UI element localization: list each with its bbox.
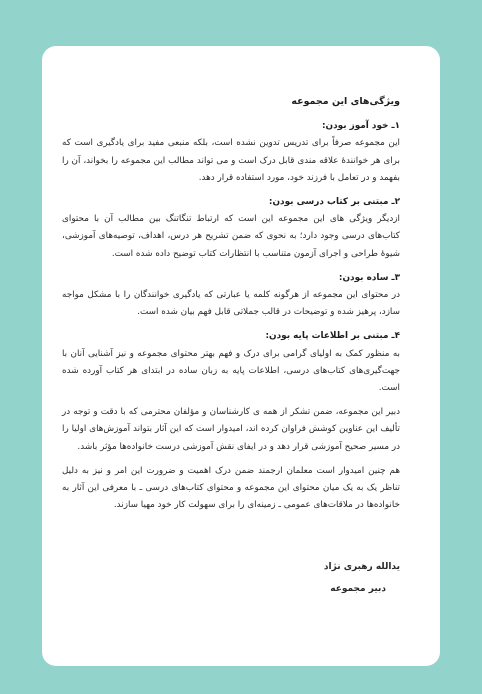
section-paragraph: این مجموعه صرفاً برای تدریس تدوین نشده است، بلکه منبعی مفید برای یادگیری است که برای هر خوانندهٔ علاقه مندی قابل درک است و می تواند مطالب این مجموعه را بخواند، آن را بفهمد و در تعامل با فرزند خود، مورد استفاده قرار دهد. <box>62 138 400 183</box>
section-paragraph: هم چنین امیدوار است معلمان ارجمند ضمن درک اهمیت و ضرورت این امر و نیز به دلیل تناظر یک به یک میان محتوای این مجموعه و محتوای کتاب‌های درسی ـ با معرفی این آثار به خانواده‌ها در ملاقات‌های عمومی ـ زمینه‌ای را برای سهولت کار خود مهیا سازند. <box>62 465 400 511</box>
section-paragraph: ازدیگر ویژگی های این مجموعه این است که ارتباط تنگاتنگ بین مطالب آن با محتوای کتاب‌های درسی وجود دارد؛ به نحوی که ضمن تشریح هر درس، اهداف، توصیه‌های آموزشی، شیوهٔ طراحی و اجرای آزمون متناسب با انتظارات کتاب توضیح داده شده است. <box>62 214 400 259</box>
signature-block <box>62 556 400 600</box>
section-paragraph: دبیر این مجموعه، ضمن تشکر از همه ی کارشناسان و مؤلفان محترمی که با دقت و توجه در تألیف این عناوین کوشش فراوان کرده اند، امیدوار است که این آثار بتواند آموزش‌های اولیا را در مسیر صحیح آموزشی قرار دهد و در ایفای نقش آموزشی درست خانواده‌ها مؤثر باشد. <box>62 407 400 452</box>
section-paragraph: در محتوای این مجموعه از هرگونه کلمه یا عبارتی که یادگیری خوانندگان را با مشکل مواجه سازد، پرهیز شده و توضیحات در قالب جملاتی قابل فهم بیان شده است. <box>62 290 400 318</box>
section-paragraph: به منظور کمک به اولیای گرامی برای درک و فهم بهتر محتوای مجموعه و نیز آشنایی آنان با جهت‌گیری‌های کتاب‌های درسی، اطلاعات پایه به زبان ساده در ابتدای هر کتاب آورده شده است. <box>62 348 400 394</box>
section-heading-simplicity: ۳ـ ساده بودن: <box>338 272 400 283</box>
section-heading-textbook-based: ۲ـ مبتنی بر کتاب درسی بودن: <box>268 197 400 208</box>
signature-role: دبیر مجموعه <box>330 584 386 595</box>
signature-name: یدالله رهبری نژاد <box>323 562 400 573</box>
section-heading-self-study: ۱ـ خود آموز بودن: <box>321 121 400 132</box>
document-body <box>62 93 400 600</box>
page-title: ویژگی‌های این مجموعه <box>291 96 400 107</box>
section-heading-basic-info: ۴ـ مبتنی بر اطلاعات پایه بودن: <box>265 331 400 342</box>
